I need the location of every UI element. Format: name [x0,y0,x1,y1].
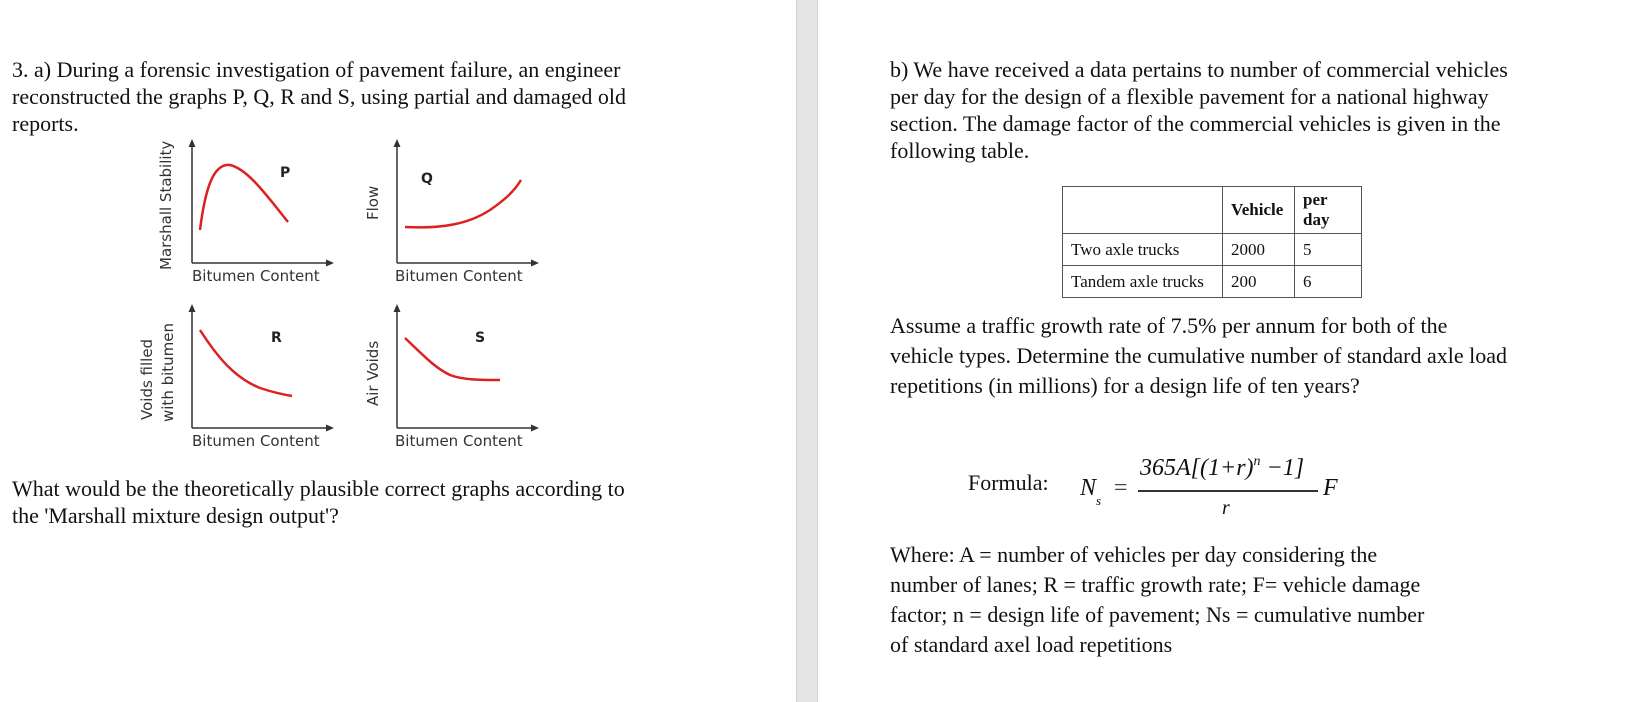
numerator-exponent: n [1253,454,1261,469]
y-axis-label: Air Voids [364,340,382,406]
formula-numerator [1140,455,1304,482]
fraction-bar [1138,490,1318,492]
table-cell: 5 [1295,234,1362,266]
formula-lhs-subscript: s [1096,493,1102,508]
question-b-assumption [890,311,1507,401]
graph-label-r: R [271,330,282,346]
formula-factor: F [1323,475,1338,501]
question-a-line: reconstructed the graphs P, Q, R and S, using partial and damaged old [12,84,627,109]
numerator-part: 365A[(1+r) [1140,455,1254,481]
table-row [1063,234,1362,266]
x-axis-label: Bitumen Content [192,432,320,450]
question-b-definitions [890,540,1424,660]
prompt-line: the 'Marshall mixture design output'? [12,503,339,528]
graph-label-p: P [280,165,291,181]
left-column [0,0,796,702]
where-line: factor; n = design life of pavement; Ns = cumulative number [890,602,1425,627]
graph-p [140,135,340,290]
x-axis-label: Bitumen Content [192,267,320,285]
x-axis-label: Bitumen Content [395,267,523,285]
y-axis-label: Marshall Stability [157,140,175,270]
table-cell: 200 [1223,266,1295,298]
where-line: Where: A = number of vehicles per day considering the [890,542,1378,567]
table-header-row [1063,187,1362,234]
where-line: of standard axel load repetitions [890,632,1173,657]
graph-s [345,300,545,455]
formula-denominator: r [1222,497,1230,519]
question-a-line: reports. [12,111,79,136]
question-a-prompt [12,475,625,529]
table-cell: 2000 [1223,234,1295,266]
formula-lhs-symbol: N [1080,475,1097,501]
prompt-line: What would be the theoretically plausible correct graphs according to [12,476,625,501]
formula-equals: = [1114,475,1128,501]
assume-line: repetitions (in millions) for a design life of ten years? [890,373,1360,398]
graph-q [345,135,545,290]
table-header-cell: per day [1295,187,1362,234]
y-axis-label: Voids filled [138,338,156,420]
graph-label-s: S [475,330,486,346]
graph-r [140,300,340,455]
right-column [818,0,1627,702]
numerator-part: −1] [1260,455,1305,481]
table-row [1063,266,1362,298]
table-header-cell: Vehicle [1223,187,1295,234]
intro-line: b) We have received a data pertains to number of commercial vehicles [890,57,1508,82]
table-header-cell [1063,187,1223,234]
intro-line: per day for the design of a flexible pavement for a national highway [890,84,1489,109]
question-a-text [12,56,626,137]
y-axis-label: Flow [364,185,382,220]
graph-label-q: Q [421,171,433,187]
page-divider [796,0,818,702]
assume-line: Assume a traffic growth rate of 7.5% per annum for both of the [890,313,1448,338]
formula-label: Formula: [968,470,1049,495]
table-cell: 6 [1295,266,1362,298]
intro-line: section. The damage factor of the commercial vehicles is given in the [890,111,1501,136]
formula-lhs [1080,475,1102,508]
table-cell: Tandem axle trucks [1063,266,1223,298]
assume-line: vehicle types. Determine the cumulative number of standard axle load [890,343,1507,368]
table-cell: Two axle trucks [1063,234,1223,266]
x-axis-label: Bitumen Content [395,432,523,450]
y-axis-label: with bitumen [159,322,177,422]
question-b-intro [890,56,1508,164]
where-line: number of lanes; R = traffic growth rate; F= vehicle damage [890,572,1421,597]
damage-factor-table [1062,186,1362,298]
cumulative-axle-formula [1080,455,1380,525]
question-a-line: 3. a) During a forensic investigation of pavement failure, an engineer [12,57,621,82]
intro-line: following table. [890,138,1030,163]
